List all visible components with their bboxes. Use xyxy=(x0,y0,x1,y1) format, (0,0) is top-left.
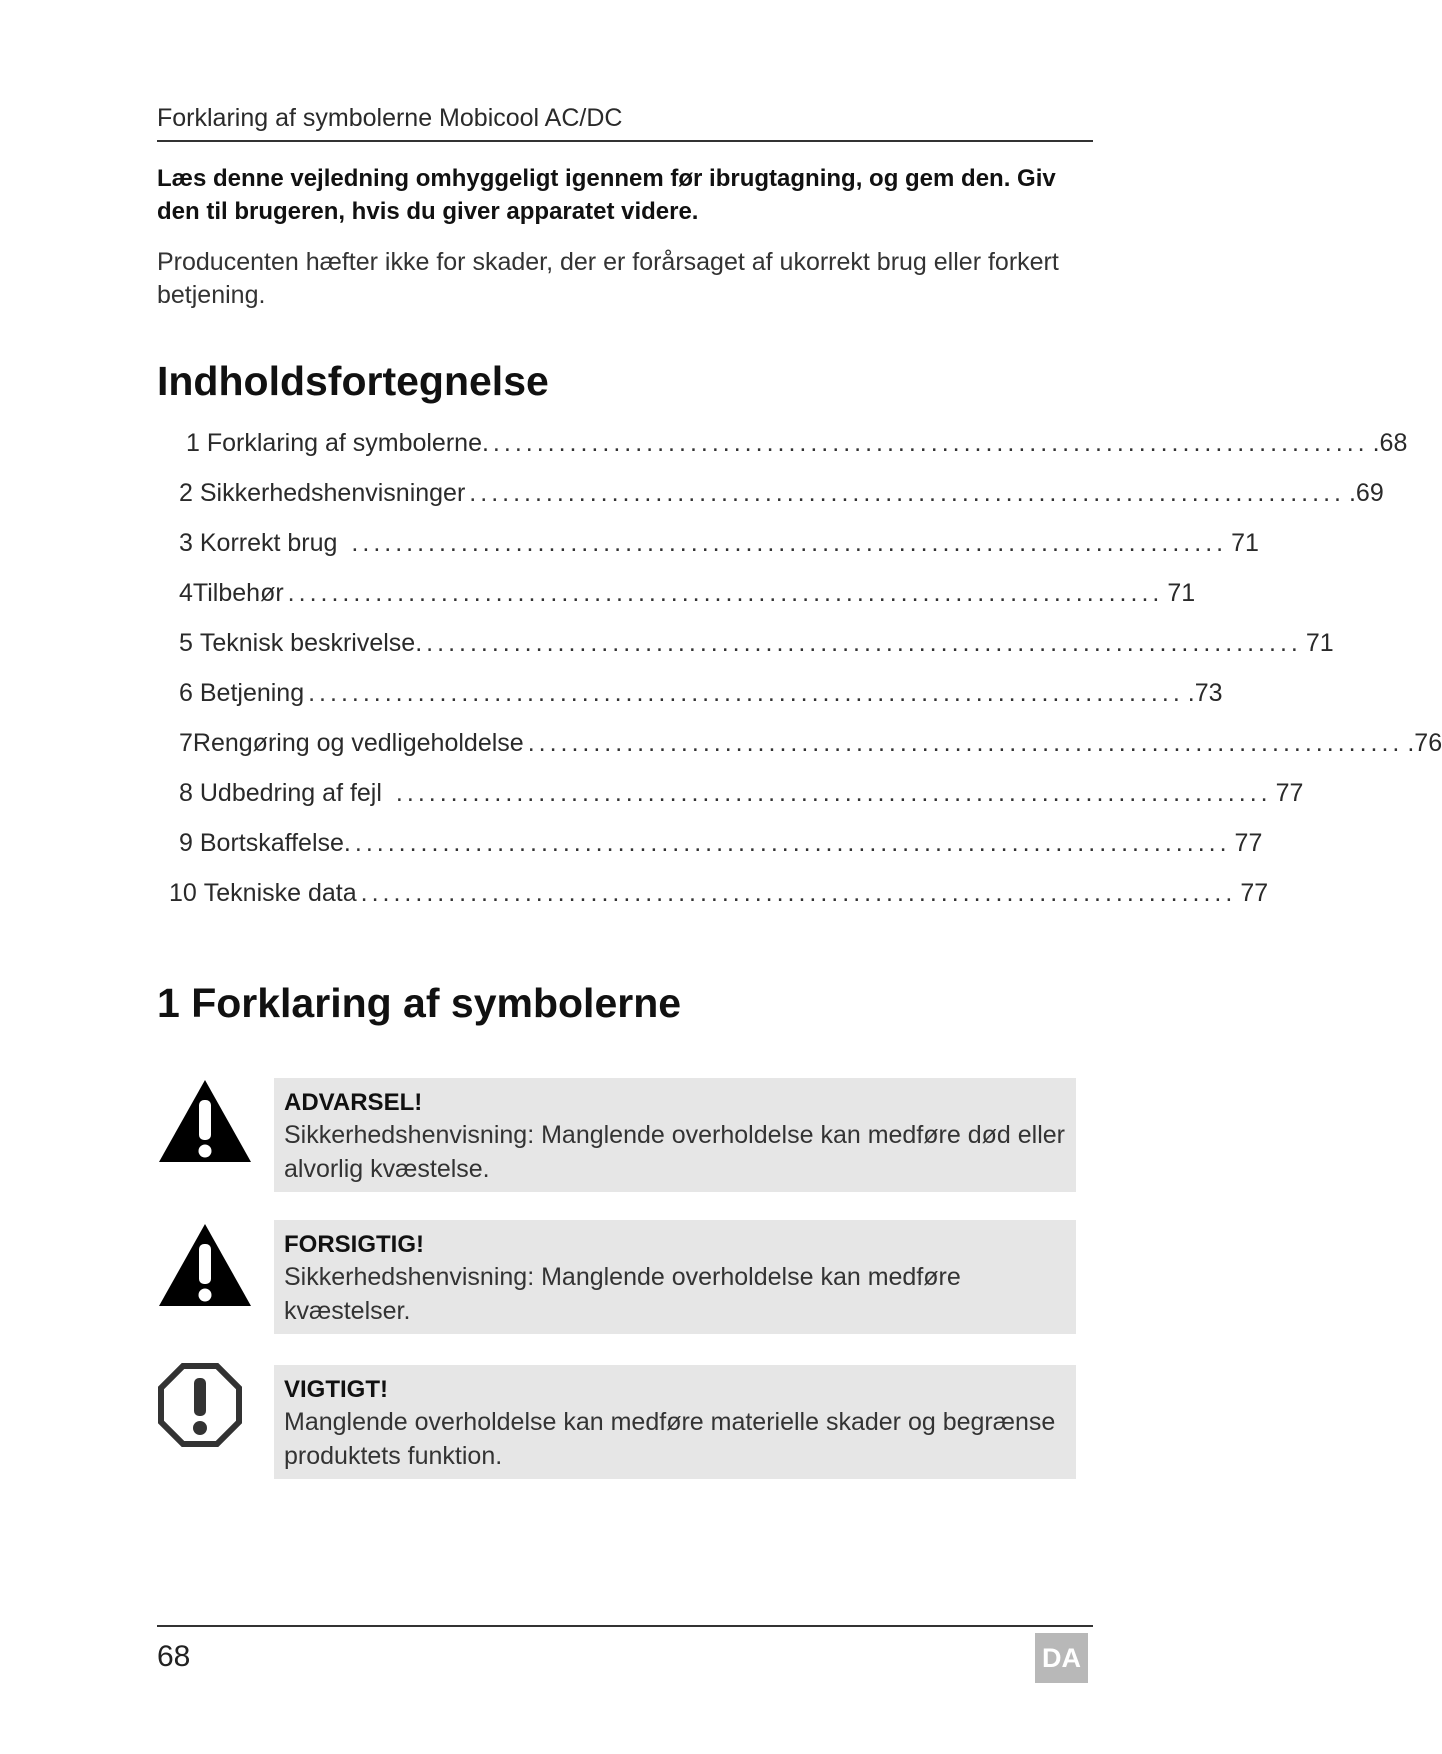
notice-box-warning xyxy=(274,1078,1076,1192)
toc-item-title: Tilbehør xyxy=(192,579,284,607)
toc-leader-dots: ................................................................................ xyxy=(395,779,1272,807)
toc-item-number: 10 xyxy=(169,879,197,907)
toc-item-9[interactable] xyxy=(179,826,1263,860)
toc-item-6[interactable] xyxy=(179,676,1223,710)
toc-item-number: 2 xyxy=(179,479,193,507)
toc-item-number: 6 xyxy=(179,679,193,707)
toc-leader-dots: ................................................................................ xyxy=(351,529,1228,557)
toc-item-title: Teknisk beskrivelse. xyxy=(199,629,423,657)
toc-item-page: .69 xyxy=(1348,479,1384,507)
page-number: 68 xyxy=(157,1640,191,1673)
toc-item-1[interactable] xyxy=(186,426,1408,460)
toc-item-title: Rengøring og vedligeholdelse xyxy=(192,729,524,757)
toc-item-title: Korrekt brug xyxy=(199,529,338,557)
toc-heading: Indholdsfortegnelse xyxy=(157,358,549,404)
language-badge: DA xyxy=(1035,1633,1088,1683)
toc-item-number: 1 xyxy=(186,429,200,457)
toc-item-page: .73 xyxy=(1187,679,1223,707)
toc-item-10[interactable] xyxy=(169,876,1269,910)
toc-item-number: 7 xyxy=(179,729,193,757)
toc-item-page: .76 xyxy=(1407,729,1442,757)
toc-item-title: Forklaring af symbolerne. xyxy=(206,429,489,457)
toc-item-5[interactable] xyxy=(179,626,1334,660)
toc-item-title: Tekniske data xyxy=(203,879,357,907)
caution-triangle-icon xyxy=(157,1220,253,1310)
toc-leader-dots: ................................................................................ xyxy=(287,579,1164,607)
toc-item-title: Sikkerhedshenvisninger xyxy=(199,479,466,507)
toc-item-number: 8 xyxy=(179,779,193,807)
toc-item-number: 3 xyxy=(179,529,193,557)
toc-leader-dots: ................................................................................ xyxy=(360,879,1237,907)
toc-item-page: 71 xyxy=(1167,579,1196,607)
toc-leader-dots: ................................................................................ xyxy=(354,829,1231,857)
toc-item-page: 77 xyxy=(1234,829,1263,857)
toc-leader-dots: ................................................................................ xyxy=(469,479,1345,507)
toc-item-page: .68 xyxy=(1372,429,1408,457)
toc-leader-dots: ................................................................................ xyxy=(527,729,1404,757)
toc-item-number: 5 xyxy=(179,629,193,657)
toc-item-4[interactable] xyxy=(179,576,1196,610)
notice-title: FORSIGTIG! xyxy=(284,1231,424,1258)
notice-text: Sikkerhedshenvisning: Manglende overholdelse kan medføre død eller alvorlig kvæstelse. xyxy=(284,1121,1065,1183)
toc-leader-dots: ................................................................................ xyxy=(308,679,1184,707)
notice-text: Sikkerhedshenvisning: Manglende overholdelse kan medføre kvæstelser. xyxy=(284,1263,961,1325)
section-heading: 1 Forklaring af symbolerne xyxy=(157,980,682,1026)
warning-triangle-icon xyxy=(157,1076,253,1166)
page-header: Forklaring af symbolerne Mobicool AC/DC xyxy=(157,104,1093,142)
notice-box-important xyxy=(274,1365,1076,1479)
toc-item-title: Udbedring af fejl xyxy=(199,779,382,807)
toc-item-7[interactable] xyxy=(179,726,1442,760)
notice-box-caution xyxy=(274,1220,1076,1334)
toc-leader-dots: ................................................................................ xyxy=(492,429,1369,457)
intro-text: Producenten hæfter ikke for skader, der er forårsaget af ukorrekt brug eller forkert betjening. xyxy=(157,248,1059,309)
notice-octagon-icon xyxy=(157,1362,243,1448)
notice-title: VIGTIGT! xyxy=(284,1376,388,1403)
toc-item-2[interactable] xyxy=(179,476,1384,510)
notice-title: ADVARSEL! xyxy=(284,1089,423,1116)
toc-item-number: 4 xyxy=(179,579,193,607)
toc-item-page: 71 xyxy=(1231,529,1259,557)
notice-text: Manglende overholdelse kan medføre materielle skader og begrænse produktets funktion. xyxy=(284,1408,1056,1470)
toc-item-page: 77 xyxy=(1275,779,1304,807)
intro-bold-text: Læs denne vejledning omhyggeligt igennem før ibrugtagning, og gem den. Giv den til brugeren, hvis du giver apparatet videre. xyxy=(157,165,1056,225)
toc-item-page: 77 xyxy=(1240,879,1269,907)
toc-item-page: 71 xyxy=(1305,629,1334,657)
toc-item-number: 9 xyxy=(179,829,193,857)
toc-item-title: Bortskaffelse. xyxy=(199,829,351,857)
toc-item-title: Betjening xyxy=(199,679,305,707)
toc-leader-dots: ................................................................................ xyxy=(426,629,1302,657)
toc-item-3[interactable] xyxy=(179,526,1259,560)
footer-divider xyxy=(157,1625,1093,1627)
toc-item-8[interactable] xyxy=(179,776,1304,810)
